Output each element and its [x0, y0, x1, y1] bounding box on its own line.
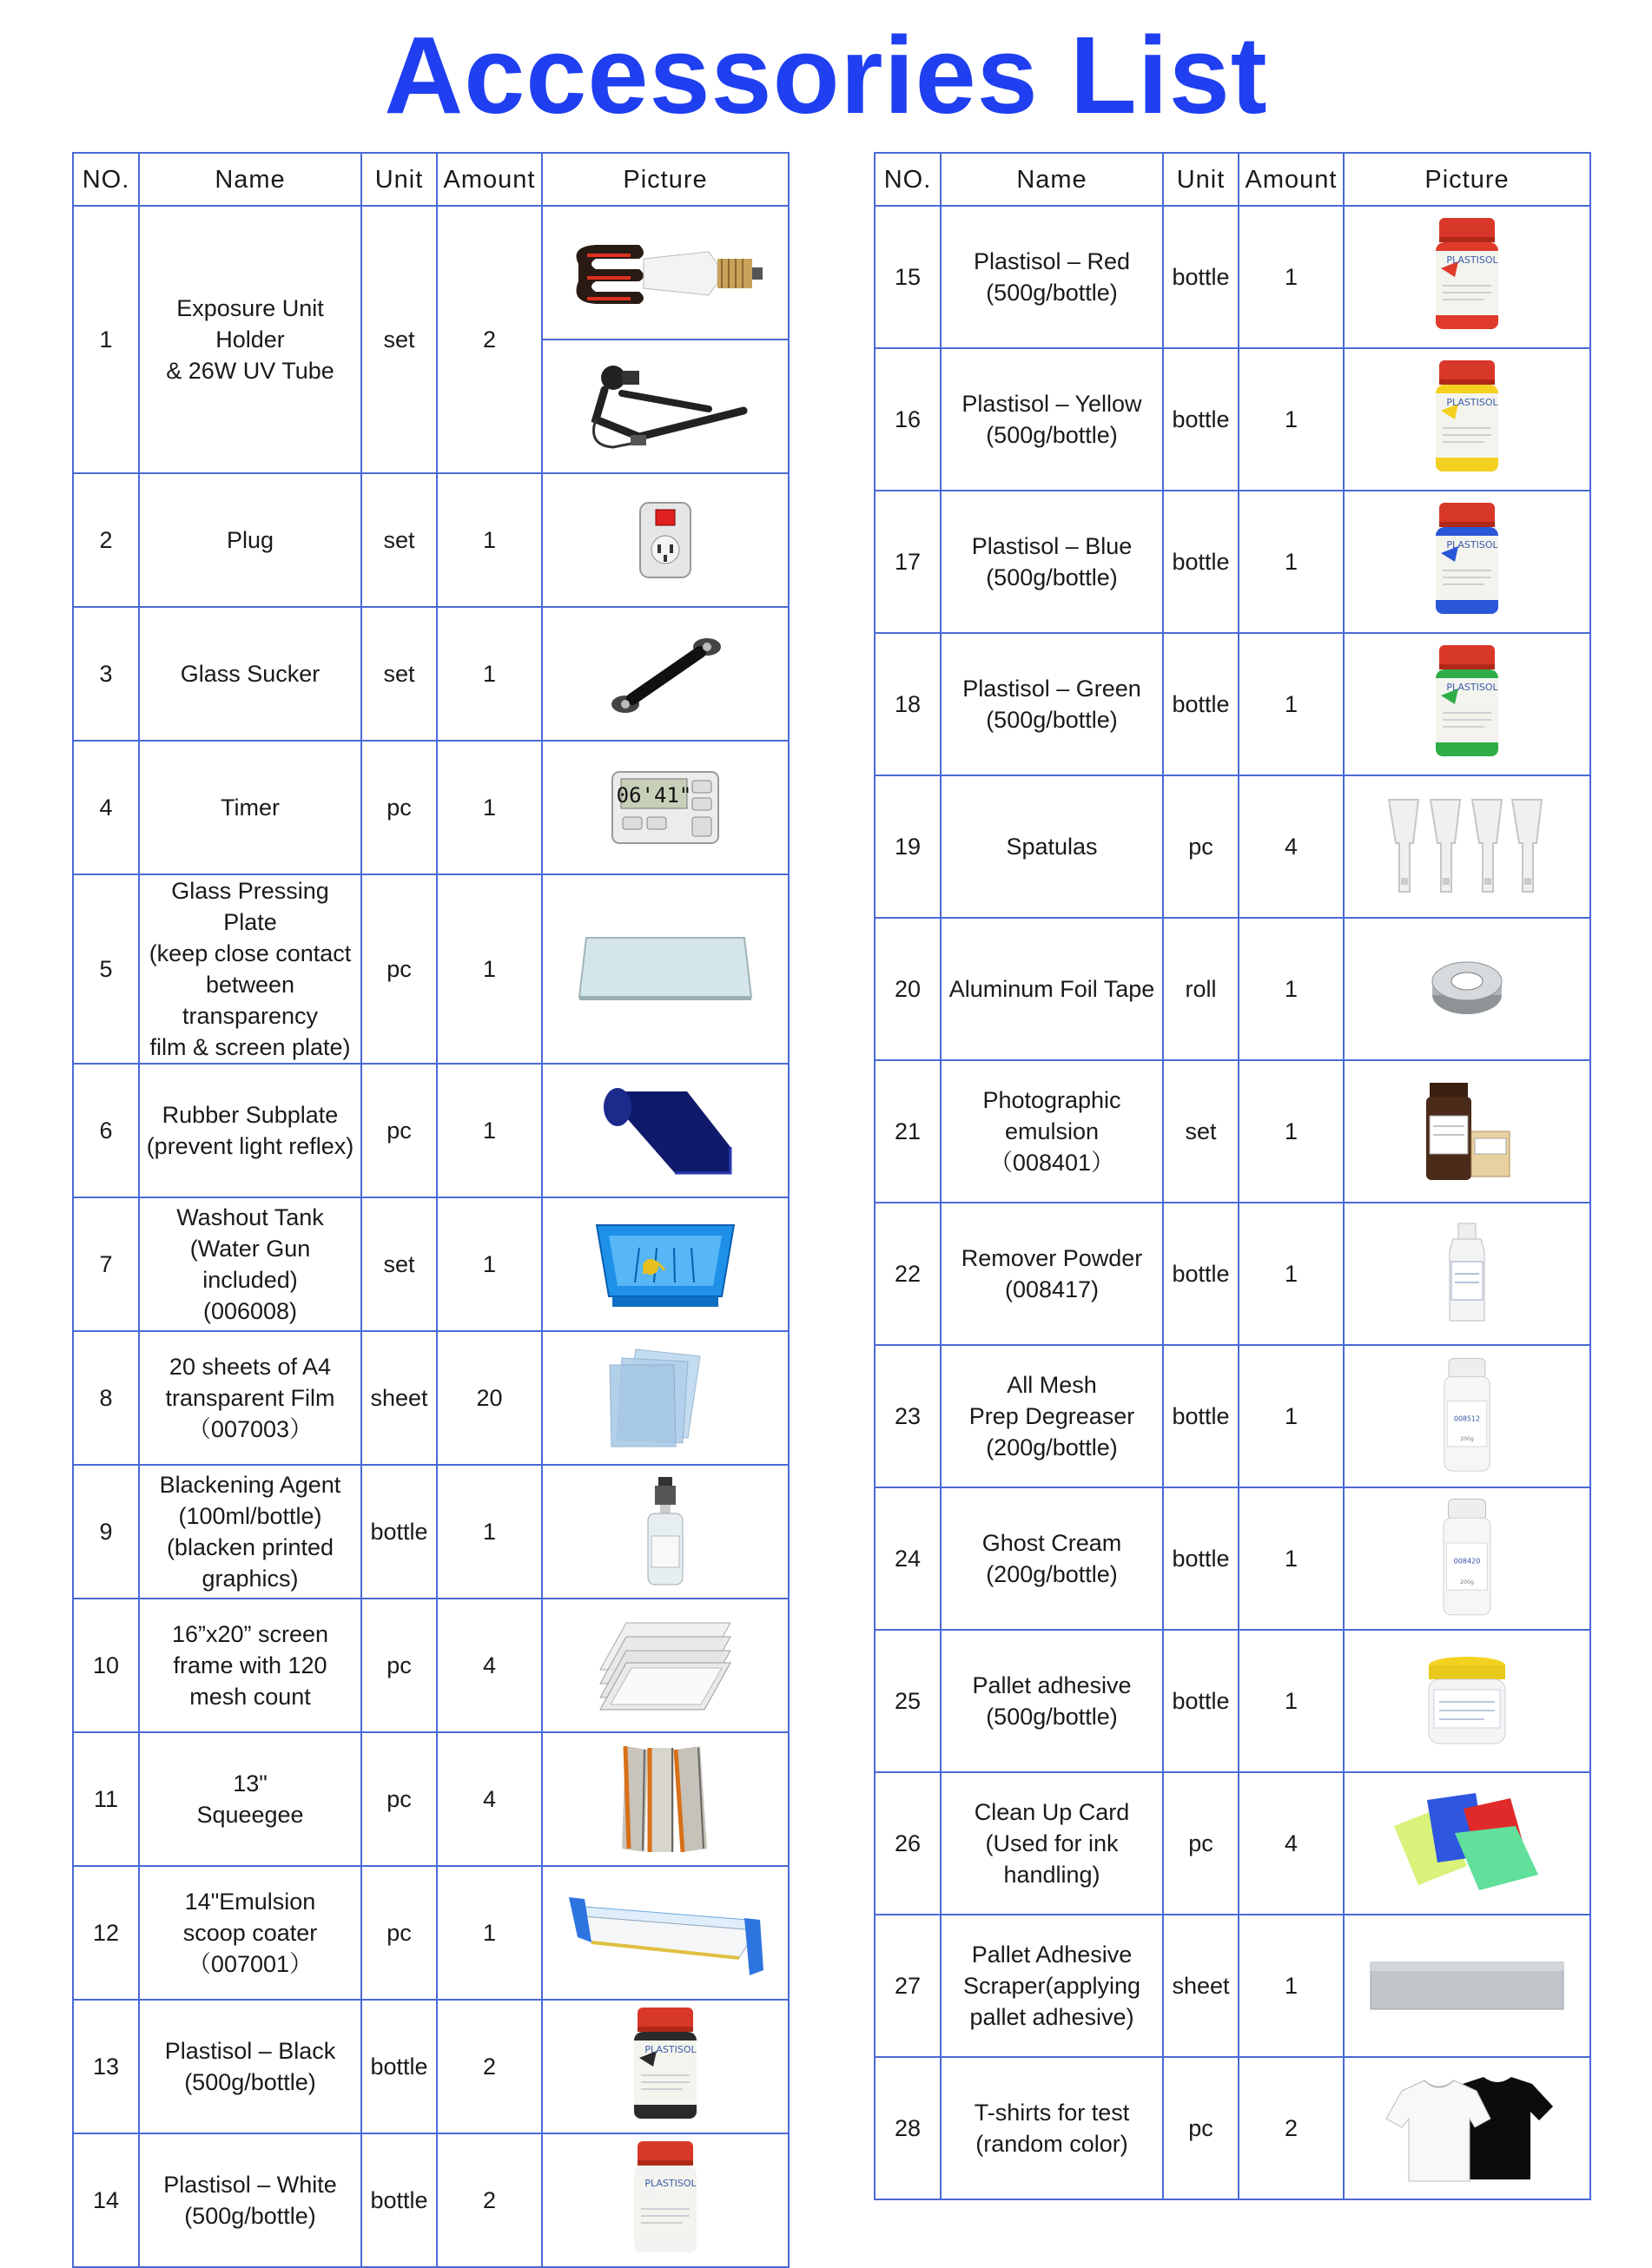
item-picture [542, 2000, 789, 2133]
ink-jar-icon [1345, 350, 1589, 489]
svg-text:PLASTISOL: PLASTISOL [1446, 397, 1498, 408]
item-no: 14 [73, 2133, 139, 2267]
item-no: 13 [73, 2000, 139, 2133]
table-row [73, 1331, 789, 1465]
item-amount: 1 [437, 874, 542, 1064]
item-picture [1344, 1345, 1590, 1487]
table-row [875, 1345, 1590, 1487]
item-unit: set [1163, 1060, 1239, 1203]
item-picture [1344, 918, 1590, 1060]
item-name: Clean Up Card (Used for ink handling) [941, 1772, 1163, 1915]
item-unit: bottle [1163, 491, 1239, 633]
item-amount: 1 [437, 741, 542, 874]
item-name: Glass Sucker [139, 607, 361, 741]
item-no: 12 [73, 1866, 139, 2000]
table-row [73, 2133, 789, 2267]
item-picture [1344, 1203, 1590, 1345]
item-no: 4 [73, 741, 139, 874]
table-row [73, 874, 789, 1064]
item-no: 18 [875, 633, 941, 775]
table-row [875, 918, 1590, 1060]
item-name: Photographic emulsion （008401） [941, 1060, 1163, 1203]
item-picture [542, 206, 789, 473]
item-picture [1344, 633, 1590, 775]
item-unit: pc [1163, 2057, 1239, 2199]
item-no: 2 [73, 473, 139, 607]
ghost-cream-bottle-icon [1345, 1489, 1589, 1628]
tshirts-icon [1345, 2059, 1589, 2198]
ink-jar-icon [543, 2135, 788, 2265]
table-row [875, 775, 1590, 918]
table-header-row [875, 153, 1590, 206]
item-no: 16 [875, 348, 941, 491]
svg-text:PLASTISOL: PLASTISOL [1446, 682, 1498, 693]
item-unit: bottle [1163, 1203, 1239, 1345]
table-row [73, 1465, 789, 1599]
header-picture: Picture [542, 153, 789, 206]
item-no: 22 [875, 1203, 941, 1345]
item-no: 21 [875, 1060, 941, 1203]
item-name: 14"Emulsion scoop coater （007001） [139, 1866, 361, 2000]
item-amount: 1 [1239, 491, 1344, 633]
uv-bulb-icon [543, 207, 788, 340]
item-picture [542, 1465, 789, 1599]
item-amount: 1 [1239, 1915, 1344, 2057]
item-unit: pc [361, 874, 437, 1064]
item-name: All Mesh Prep Degreaser (200g/bottle) [941, 1345, 1163, 1487]
item-picture [542, 1331, 789, 1465]
table-row [875, 1630, 1590, 1772]
item-unit: pc [361, 1599, 437, 1732]
item-amount: 1 [1239, 1487, 1344, 1630]
table-row [875, 206, 1590, 348]
item-name: Blackening Agent (100ml/bottle) (blacken printed graphics) [139, 1465, 361, 1599]
item-unit: bottle [361, 1465, 437, 1599]
item-amount: 1 [1239, 1060, 1344, 1203]
item-no: 11 [73, 1732, 139, 1866]
accessories-table-right [874, 152, 1591, 2200]
screen-frame-icon [543, 1600, 788, 1731]
item-name: Spatulas [941, 775, 1163, 918]
item-picture [1344, 775, 1590, 918]
item-no: 15 [875, 206, 941, 348]
item-no: 8 [73, 1331, 139, 1465]
item-no: 10 [73, 1599, 139, 1732]
item-name: Pallet Adhesive Scraper(applying pallet adhesive) [941, 1915, 1163, 2057]
item-name: Timer [139, 741, 361, 874]
item-unit: set [361, 607, 437, 741]
item-unit: sheet [361, 1331, 437, 1465]
table-row [875, 1487, 1590, 1630]
item-name: Exposure Unit Holder & 26W UV Tube [139, 206, 361, 473]
item-unit: roll [1163, 918, 1239, 1060]
cleanup-cards-icon [1345, 1774, 1589, 1913]
item-amount: 1 [437, 1197, 542, 1331]
table-row [73, 2000, 789, 2133]
item-name: Rubber Subplate (prevent light reflex) [139, 1064, 361, 1197]
header-name: Name [941, 153, 1163, 206]
spray-bottle-icon [543, 1467, 788, 1597]
page-title: Accessories List [384, 14, 1268, 136]
spatulas-icon [1345, 777, 1589, 916]
table-row [73, 741, 789, 874]
item-picture [1344, 1487, 1590, 1630]
item-name: Plug [139, 473, 361, 607]
item-no: 3 [73, 607, 139, 741]
table-row [73, 1732, 789, 1866]
foil-tape-icon [1345, 920, 1589, 1058]
adhesive-scraper-icon [1345, 1916, 1589, 2055]
item-unit: bottle [1163, 1630, 1239, 1772]
ink-jar-icon [1345, 492, 1589, 631]
item-name: Plastisol – Green (500g/bottle) [941, 633, 1163, 775]
table-row [73, 1197, 789, 1331]
item-no: 17 [875, 491, 941, 633]
item-picture [542, 1866, 789, 2000]
glass-plate-icon [543, 904, 788, 1034]
item-amount: 1 [1239, 1630, 1344, 1772]
item-no: 6 [73, 1064, 139, 1197]
item-name: 13" Squeegee [139, 1732, 361, 1866]
item-amount: 1 [437, 1866, 542, 2000]
item-amount: 1 [1239, 633, 1344, 775]
item-unit: set [361, 206, 437, 473]
table-row [875, 1772, 1590, 1915]
item-picture [1344, 1772, 1590, 1915]
item-unit: bottle [1163, 206, 1239, 348]
item-picture [542, 874, 789, 1064]
table-row [875, 491, 1590, 633]
item-name: Remover Powder (008417) [941, 1203, 1163, 1345]
item-amount: 20 [437, 1331, 542, 1465]
item-no: 1 [73, 206, 139, 473]
item-amount: 1 [1239, 1203, 1344, 1345]
item-picture [542, 741, 789, 874]
remover-bottle-icon [1345, 1204, 1589, 1343]
item-picture [1344, 206, 1590, 348]
header-name: Name [139, 153, 361, 206]
svg-text:PLASTISOL: PLASTISOL [644, 2178, 697, 2189]
item-unit: bottle [1163, 633, 1239, 775]
item-amount: 2 [437, 2000, 542, 2133]
emulsion-kit-icon [1345, 1062, 1589, 1201]
table-row [875, 1203, 1590, 1345]
item-picture [542, 2133, 789, 2267]
svg-text:PLASTISOL: PLASTISOL [644, 2044, 697, 2055]
item-name: Washout Tank (Water Gun included) (006008) [139, 1197, 361, 1331]
item-picture [542, 607, 789, 741]
item-name: Aluminum Foil Tape [941, 918, 1163, 1060]
item-name: 20 sheets of A4 transparent Film （007003） [139, 1331, 361, 1465]
table-row [875, 1915, 1590, 2057]
item-no: 24 [875, 1487, 941, 1630]
table-row [875, 633, 1590, 775]
table-row [73, 206, 789, 473]
rubber-subplate-icon [543, 1065, 788, 1196]
item-picture [542, 1064, 789, 1197]
item-unit: pc [361, 1064, 437, 1197]
item-no: 20 [875, 918, 941, 1060]
item-no: 9 [73, 1465, 139, 1599]
item-no: 23 [875, 1345, 941, 1487]
item-amount: 4 [1239, 1772, 1344, 1915]
item-unit: bottle [361, 2000, 437, 2133]
header-unit: Unit [1163, 153, 1239, 206]
item-amount: 2 [437, 206, 542, 473]
item-no: 19 [875, 775, 941, 918]
item-unit: set [361, 473, 437, 607]
item-no: 25 [875, 1630, 941, 1772]
plug-icon [543, 475, 788, 605]
svg-text:PLASTISOL: PLASTISOL [1446, 539, 1498, 551]
svg-text:PLASTISOL: PLASTISOL [1446, 254, 1498, 266]
item-amount: 4 [437, 1732, 542, 1866]
timer-display: 06'41" [616, 783, 692, 808]
item-name: Pallet adhesive (500g/bottle) [941, 1630, 1163, 1772]
item-picture [542, 1197, 789, 1331]
item-picture [1344, 1630, 1590, 1772]
transparent-film-icon [543, 1333, 788, 1463]
washout-tank-icon [543, 1199, 788, 1329]
item-picture [1344, 1915, 1590, 2057]
item-name: Ghost Cream (200g/bottle) [941, 1487, 1163, 1630]
item-no: 28 [875, 2057, 941, 2199]
item-picture [1344, 491, 1590, 633]
item-name: Plastisol – Red (500g/bottle) [941, 206, 1163, 348]
accessories-table-left [72, 152, 790, 2268]
ink-jar-icon [1345, 208, 1589, 346]
item-name: Plastisol – Black (500g/bottle) [139, 2000, 361, 2133]
header-unit: Unit [361, 153, 437, 206]
item-amount: 1 [437, 1064, 542, 1197]
svg-text:008420: 008420 [1453, 1556, 1481, 1566]
item-name: Plastisol – Blue (500g/bottle) [941, 491, 1163, 633]
header-amount: Amount [437, 153, 542, 206]
table-row [73, 1599, 789, 1732]
item-unit: bottle [1163, 1487, 1239, 1630]
lamp-holder-icon [543, 340, 788, 472]
glass-sucker-icon [543, 609, 788, 739]
item-picture [1344, 2057, 1590, 2199]
table-row [875, 2057, 1590, 2199]
svg-text:200g: 200g [1460, 1436, 1474, 1442]
item-amount: 2 [437, 2133, 542, 2267]
item-no: 26 [875, 1772, 941, 1915]
header-picture: Picture [1344, 153, 1590, 206]
item-unit: bottle [1163, 348, 1239, 491]
item-picture [542, 473, 789, 607]
svg-text:008512: 008512 [1453, 1414, 1481, 1423]
adhesive-jar-icon [1345, 1632, 1589, 1770]
item-unit: pc [1163, 775, 1239, 918]
item-picture [1344, 348, 1590, 491]
item-amount: 4 [437, 1599, 542, 1732]
item-amount: 1 [1239, 918, 1344, 1060]
table-header-row [73, 153, 789, 206]
item-no: 27 [875, 1915, 941, 2057]
item-name: Plastisol – Yellow (500g/bottle) [941, 348, 1163, 491]
item-unit: sheet [1163, 1915, 1239, 2057]
item-amount: 1 [437, 1465, 542, 1599]
item-name: Glass Pressing Plate (keep close contact between transparency film & screen plate) [139, 874, 361, 1064]
item-amount: 2 [1239, 2057, 1344, 2199]
scoop-coater-icon [543, 1868, 788, 1998]
ink-jar-icon [543, 2001, 788, 2132]
table-row [73, 607, 789, 741]
table-row [875, 1060, 1590, 1203]
item-unit: set [361, 1197, 437, 1331]
item-name: T-shirts for test (random color) [941, 2057, 1163, 2199]
header-no: NO. [875, 153, 941, 206]
item-picture [542, 1732, 789, 1866]
table-row [73, 1866, 789, 2000]
item-unit: pc [361, 1866, 437, 2000]
item-picture [1344, 1060, 1590, 1203]
item-amount: 1 [1239, 206, 1344, 348]
ink-jar-icon [1345, 635, 1589, 774]
degreaser-bottle-icon [1345, 1347, 1589, 1486]
squeegee-icon [543, 1734, 788, 1864]
svg-text:200g: 200g [1459, 1579, 1475, 1586]
item-no: 5 [73, 874, 139, 1064]
item-amount: 1 [437, 607, 542, 741]
item-unit: pc [361, 1732, 437, 1866]
item-amount: 4 [1239, 775, 1344, 918]
table-row [875, 348, 1590, 491]
timer-icon [543, 742, 788, 873]
item-amount: 1 [1239, 1345, 1344, 1487]
item-unit: pc [361, 741, 437, 874]
table-row [73, 1064, 789, 1197]
item-amount: 1 [437, 473, 542, 607]
table-row [73, 473, 789, 607]
item-unit: pc [1163, 1772, 1239, 1915]
item-no: 7 [73, 1197, 139, 1331]
item-name: Plastisol – White (500g/bottle) [139, 2133, 361, 2267]
header-no: NO. [73, 153, 139, 206]
item-unit: bottle [361, 2133, 437, 2267]
header-amount: Amount [1239, 153, 1344, 206]
item-picture [542, 1599, 789, 1732]
item-unit: bottle [1163, 1345, 1239, 1487]
item-name: 16”x20” screen frame with 120 mesh count [139, 1599, 361, 1732]
item-amount: 1 [1239, 348, 1344, 491]
